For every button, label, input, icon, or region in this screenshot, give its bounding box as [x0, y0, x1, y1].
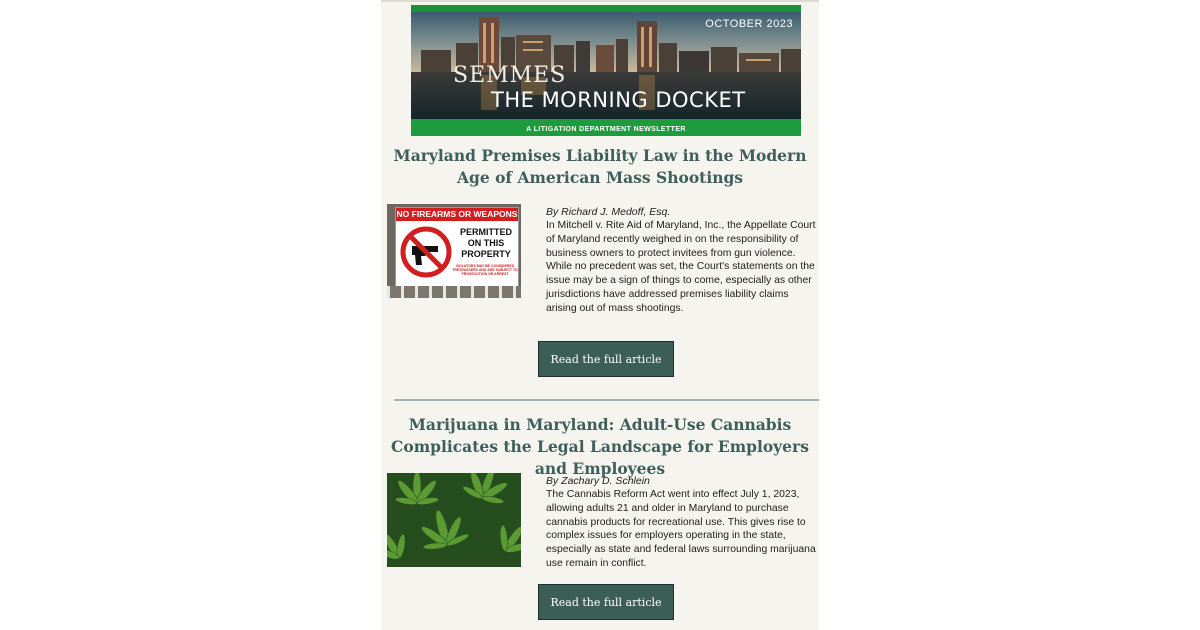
newsletter-title: THE MORNING DOCKET [491, 88, 746, 112]
firm-logo: SEMMES [453, 63, 567, 88]
article-2-read-button[interactable]: Read the full article [538, 584, 674, 620]
newsletter-banner [411, 5, 801, 136]
cannabis-leaves-image [387, 473, 521, 567]
no-weapons-sign [395, 207, 519, 289]
article-2-title: Marijuana in Maryland: Adult-Use Cannabis Complicates the Legal Landscape for Employers and Employees [391, 415, 809, 478]
top-rule [381, 0, 819, 2]
fence [387, 286, 521, 298]
article-2-summary: The Cannabis Reform Act went into effect July 1, 2023, allowing adults 21 and older in Maryland to purchase cannabis products for recreational use. This gives rise to complex issues for employers operating in the state, especially as state and federal laws surrounding marijuana use remain in conflict. [546, 489, 816, 569]
no-gun-icon [400, 226, 452, 278]
sign-fine-print: VIOLATORS MAY BE CONSIDERED TRESPASSERS AND ARE SUBJECT TO PROSECUTION OR ARREST [452, 264, 518, 276]
edition-date: OCTOBER 2023 [705, 18, 793, 30]
sign-text: PERMITTED ON THIS PROPERTY [459, 227, 512, 259]
article-1-read-button[interactable]: Read the full article [538, 341, 674, 377]
article-2-image [387, 473, 521, 567]
banner-top-stripe [411, 5, 801, 12]
newsletter-column [381, 0, 819, 630]
article-divider [394, 399, 819, 401]
article-1-image [387, 204, 521, 298]
article-1-title: Maryland Premises Liability Law in the Modern Age of American Mass Shootings [393, 146, 807, 187]
sign-header: NO FIREARMS OR WEAPONS [396, 209, 518, 219]
article-1-byline: By Richard J. Medoff, Esq. [546, 206, 671, 218]
article-2-byline: By Zachary D. Schlein [546, 475, 650, 487]
newsletter-tagline: A LITIGATION DEPARTMENT NEWSLETTER [526, 126, 686, 133]
article-1-summary: In Mitchell v. Rite Aid of Maryland, Inc., the Appellate Court of Maryland recently weighed in on the responsibility of business owners to protect invitees from gun violence. While no precedent was set, the Court's statements on the issue may be a sign of things to come, especially as other jurisdictions have addressed premises liability claims arising out of mass shootings. [546, 220, 816, 314]
